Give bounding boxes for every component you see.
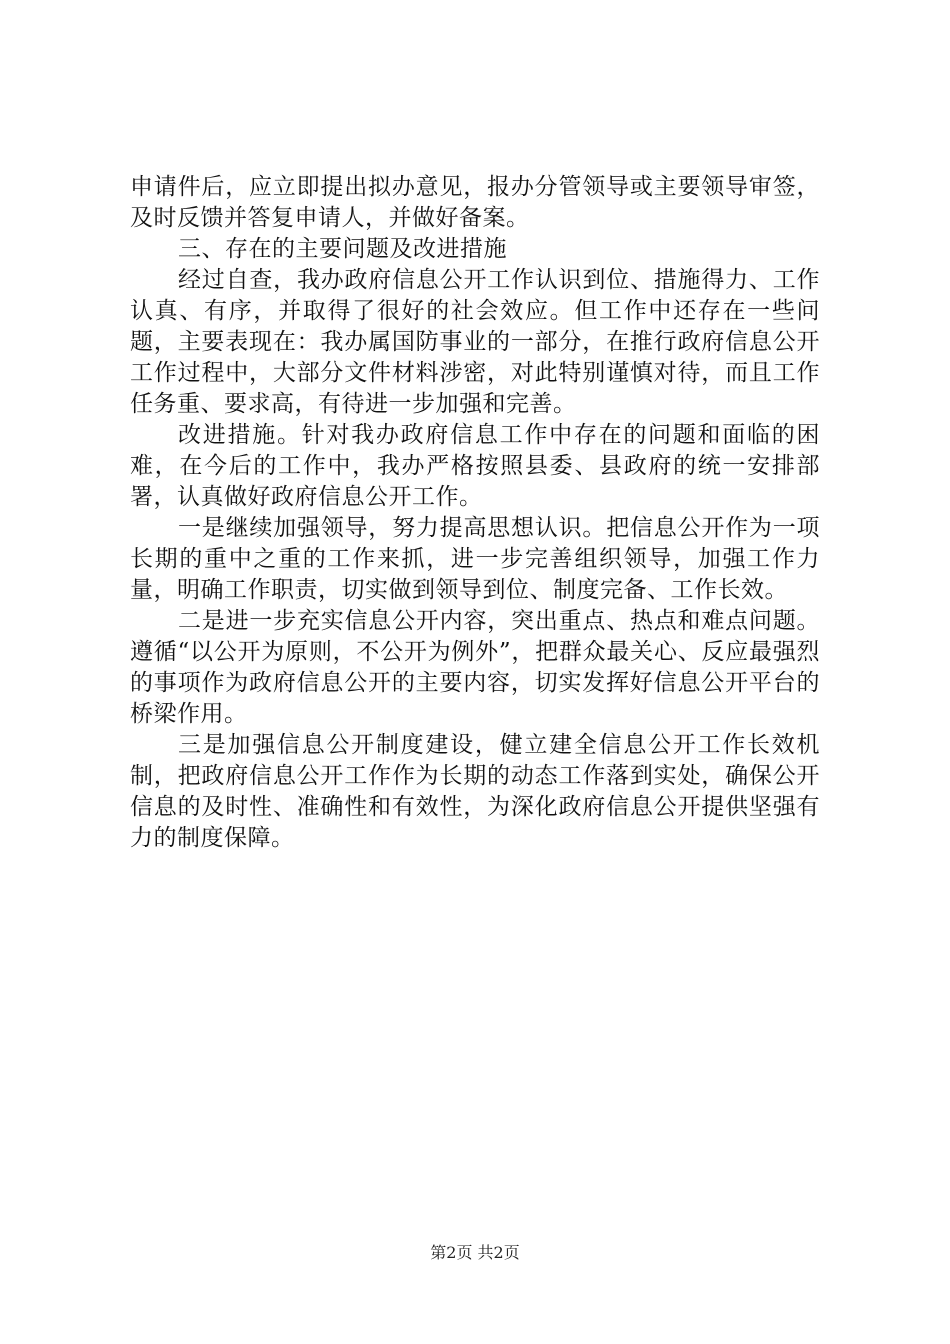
page-footer: 第2页 共2页 (430, 1243, 520, 1262)
paragraph-continuation: 申请件后，应立即提出拟办意见，报办分管领导或主要领导审签，及时反馈并答复申请人，并做好备案。 (130, 174, 820, 231)
paragraph-improvement-measures: 改进措施。针对我办政府信息工作中存在的问题和面临的困难，在今后的工作中，我办严格按照县委、县政府的统一安排部署，认真做好政府信息公开工作。 (130, 422, 820, 510)
section-heading: 三、存在的主要问题及改进措施 (178, 236, 507, 262)
paragraph-measure-two: 二是进一步充实信息公开内容，突出重点、热点和难点问题。遵循“以公开为原则，不公开为例外”，把群众最关心、反应最强烈的事项作为政府信息公开的主要内容，切实发挥好信息公开平台的桥梁作用。 (130, 608, 820, 727)
paragraph-measure-three: 三是加强信息公开制度建设，健立建全信息公开工作长效机制，把政府信息公开工作作为长期的动态工作落到实处，确保公开信息的及时性、准确性和有效性，为深化政府信息公开提供坚强有力的制度保障。 (130, 732, 820, 851)
document-body (130, 172, 820, 854)
paragraph-self-check: 经过自查，我办政府信息公开工作认识到位、措施得力、工作认真、有序，并取得了很好的社会效应。但工作中还存在一些问题，主要表现在：我办属国防事业的一部分，在推行政府信息公开工作过程中，大部分文件材料涉密，对此特别谨慎对待，而且工作任务重、要求高，有待进一步加强和完善。 (130, 267, 820, 417)
paragraph-measure-one: 一是继续加强领导，努力提高思想认识。把信息公开作为一项长期的重中之重的工作来抓，进一步完善组织领导，加强工作力量，明确工作职责，切实做到领导到位、制度完备、工作长效。 (130, 515, 820, 603)
